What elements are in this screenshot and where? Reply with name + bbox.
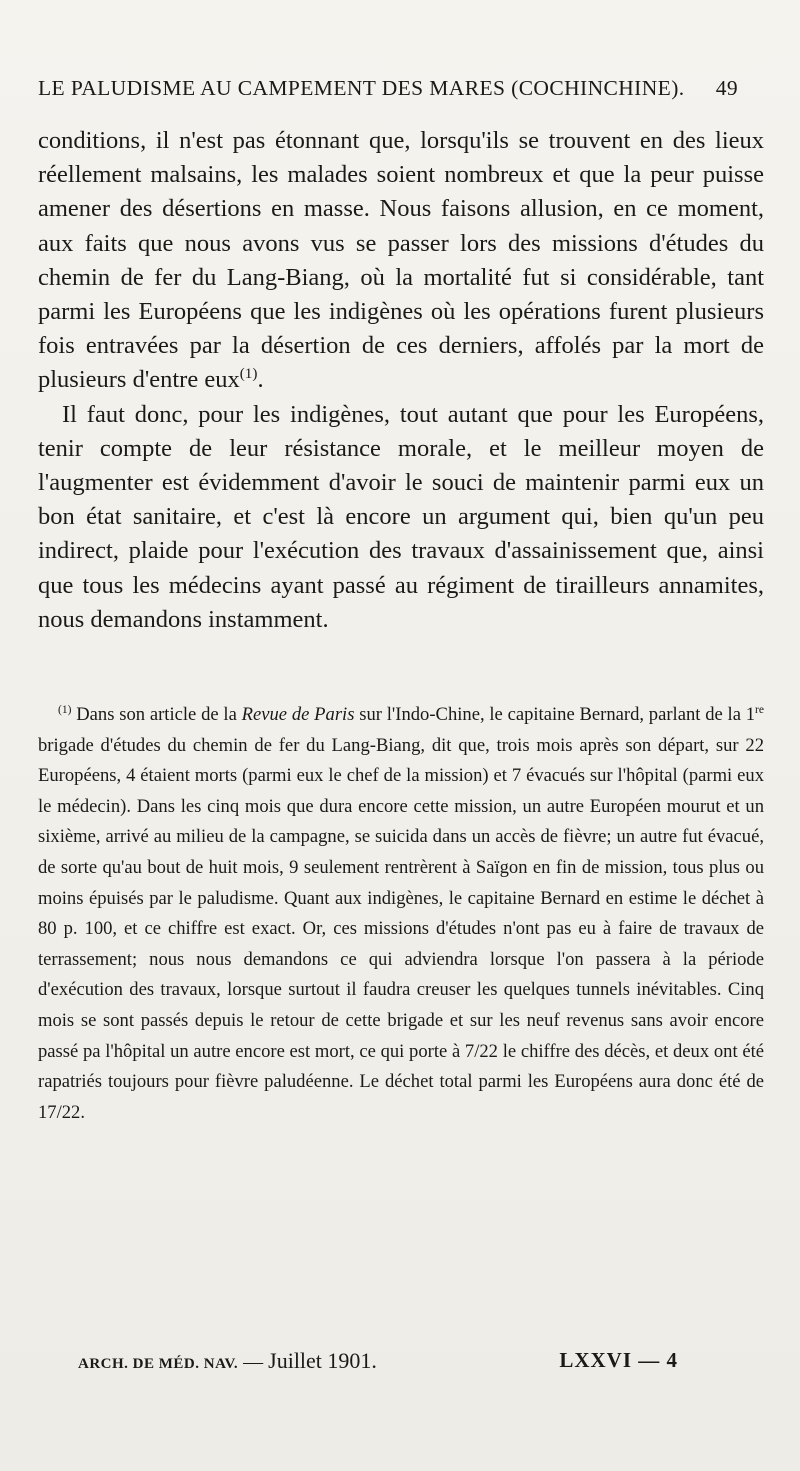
page-footer <box>78 1348 678 1374</box>
footnote-journal-title: Revue de Paris <box>241 704 355 725</box>
paragraph-1-text: conditions, il n'est pas étonnant que, lorsqu'ils se trouvent en des lieux réellement malsains, les malades soient nombreux et que la peur puisse amener des désertions en masse. Nous faisons allusion, en ce moment, aux faits que nous avons vus se passer lors des missions d'études du chemin de fer du Lang-Biang, où la mortalité fut si considérable, tant parmi les Européens que les indigènes où les opérations furent plusieurs fois entravées par la désertion de ces derniers, affolés par la mort de plusieurs d'entre eux <box>38 127 764 394</box>
page-number: 49 <box>715 76 738 100</box>
footnote <box>38 700 764 1128</box>
footnote-text: brigade d'études du chemin de fer du Lang-Biang, dit que, trois mois après son départ, sur 22 Européens, 4 étaient morts (parmi eux le chef de la mission) et 7 évacués sur l'hôpital (parmi eux le médecin). Dans les cinq mois que dura encore cette mission, un autre Européen mourut et un sixième, arrivé au milieu de la campagne, se suicida dans un accès de fièvre; un autre fut évacué, de sorte qu'au bout de huit mois, 9 seulement rentrèrent à Saïgon en fin de mission, tous plus ou moins épuisés par le paludisme. Quant aux indigènes, le capitaine Bernard en estime le déchet à 80 p. 100, et ce chiffre est exact. Or, ces missions d'études n'ont pas eu à faire de travaux de terrassement; nous nous demandons ce qui adviendra lorsque l'on passera à la période d'exécution des travaux, lorsque surtout il faudra creuser les quelques tunnels inévitables. Cinq mois se sont passés depuis le retour de cette brigade et sur les neuf revenus sans avoir encore passé pa l'hôpital un autre encore est mort, ce qui porte à 7/22 le chiffre des décès, et deux ont été rapatriés toujours pour fièvre paludéenne. Le déchet total parmi les Européens aura donc été de 17/22. <box>38 734 764 1123</box>
footnote-intro: Dans son article de la <box>71 704 242 725</box>
running-title: LE PALUDISME AU CAMPEMENT DES MARES (COCHINCHINE). <box>38 76 685 100</box>
footnote-reference: (1) <box>239 365 258 383</box>
footer-date: Juillet 1901. <box>268 1348 377 1373</box>
paragraph-1 <box>38 124 764 398</box>
footnote-paragraph <box>38 700 764 1128</box>
footer-imprint <box>78 1348 377 1374</box>
footer-dash: — <box>243 1351 264 1373</box>
footer-journal-abbr: ARCH. DE MÉD. NAV. <box>78 1356 239 1372</box>
main-text <box>38 124 764 637</box>
footnote-marker: (1) <box>58 704 72 717</box>
paragraph-1-end: . <box>257 366 264 394</box>
footnote-ordinal-suffix: re <box>755 704 764 717</box>
paragraph-2: Il faut donc, pour les indigènes, tout autant que pour les Européens, tenir compte de leur résistance morale, et le meilleur moyen de l'augmenter est évidemment d'avoir le souci de maintenir parmi eux un bon état sanitaire, et c'est là encore un argument qui, bien qu'un peu indirect, plaide pour l'exécution des travaux d'assainissement que, ainsi que tous les médecins ayant passé au régiment de tirailleurs annamites, nous demandons instamment. <box>38 400 764 633</box>
footnote-ordinal-number: 1 <box>745 704 756 725</box>
footnote-after-journal: sur l'Indo-Chine, le capitaine Bernard, parlant de la <box>354 704 746 725</box>
running-header <box>38 76 738 101</box>
footer-signature: LXXVI — 4 <box>559 1348 678 1372</box>
